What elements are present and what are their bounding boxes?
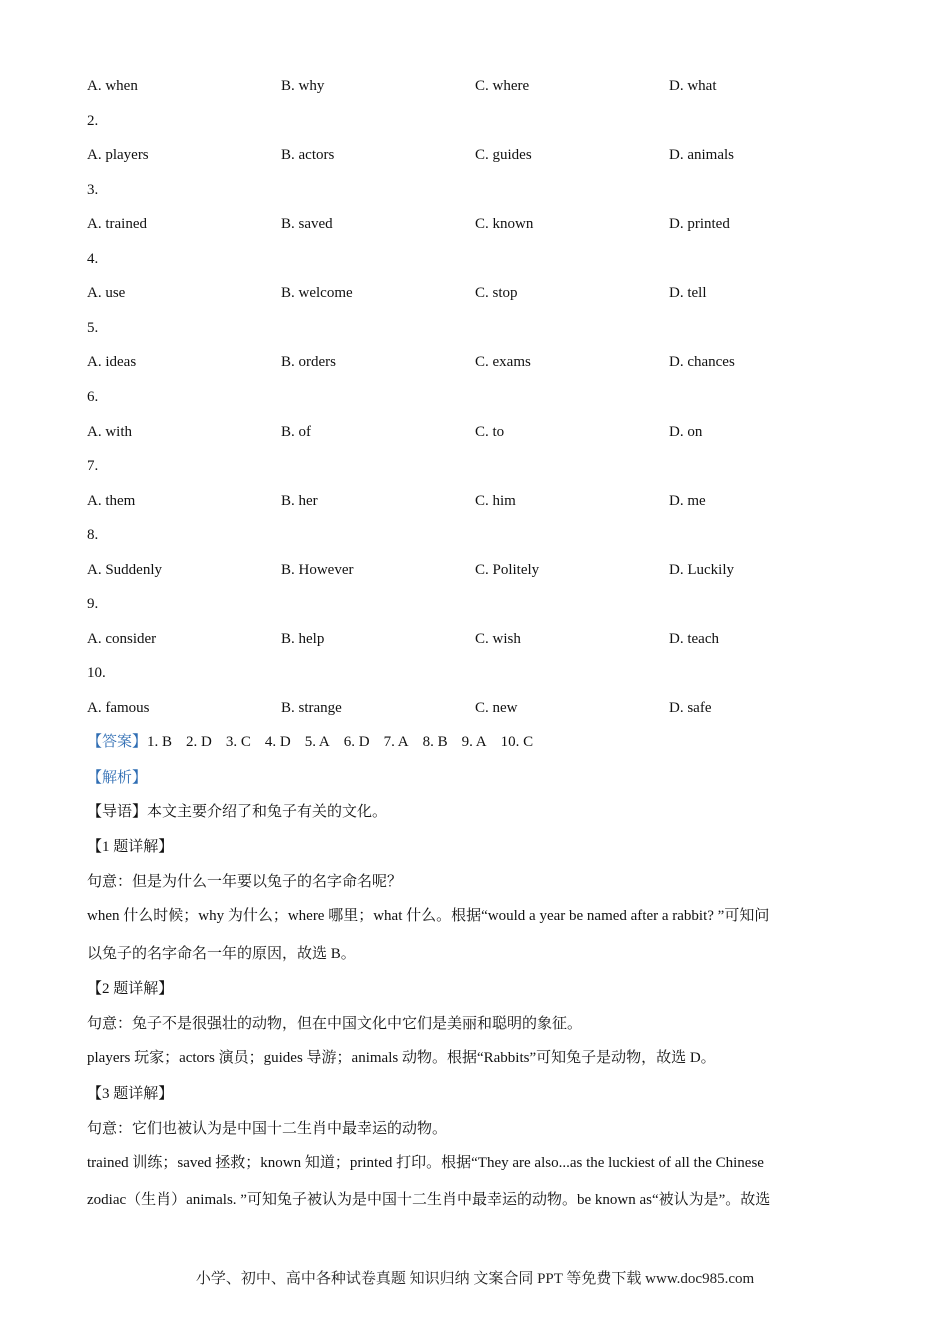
intro-text: 【导语】本文主要介绍了和兔子有关的文化。	[87, 804, 388, 820]
detail-text-3a: trained 训练；saved 拯救；known 知道；printed 打印。根据“They are also...as the luckiest of all the Chinese	[87, 1155, 764, 1171]
option-b: B. why	[281, 78, 325, 94]
detail-heading-3: 【3 题详解】	[87, 1086, 174, 1102]
answer-line	[87, 730, 863, 754]
answer-item: 5. A	[304, 734, 330, 750]
question-2-options	[87, 143, 867, 167]
question-number: 4.	[87, 251, 99, 267]
option-c: C. new	[475, 700, 518, 716]
option-a: A. players	[87, 147, 149, 163]
answer-item: 10. C	[500, 734, 534, 750]
analysis-label: 【解析】	[87, 770, 148, 786]
option-b: B. welcome	[281, 285, 353, 301]
option-b: B. her	[281, 493, 318, 509]
option-b: B. actors	[281, 147, 335, 163]
detail-heading-1: 【1 题详解】	[87, 839, 174, 855]
question-number: 10.	[87, 665, 106, 681]
question-number: 3.	[87, 182, 99, 198]
option-a: A. them	[87, 493, 136, 509]
option-d: D. Luckily	[669, 562, 734, 578]
answer-item: 8. B	[422, 734, 448, 750]
detail-heading-2: 【2 题详解】	[87, 981, 174, 997]
detail-meaning-3: 句意：它们也被认为是中国十二生肖中最幸运的动物。	[87, 1121, 448, 1137]
detail-text-1a: when 什么时候；why 为什么；where 哪里；what 什么。根据“would a year be named after a rabbit? ”可知问	[87, 908, 770, 924]
option-b: B. of	[281, 424, 311, 440]
option-a: A. Suddenly	[87, 562, 162, 578]
option-d: D. teach	[669, 631, 719, 647]
question-3-options	[87, 212, 867, 236]
option-a: A. with	[87, 424, 132, 440]
answer-item: 1. B	[147, 734, 173, 750]
question-1-options	[87, 74, 867, 98]
option-b: B. help	[281, 631, 325, 647]
answer-item: 3. C	[225, 734, 251, 750]
option-c: C. known	[475, 216, 534, 232]
answer-label: 【答案】	[87, 734, 148, 750]
option-b: B. However	[281, 562, 354, 578]
question-10-options	[87, 696, 867, 720]
option-c: C. stop	[475, 285, 518, 301]
question-4-options	[87, 281, 867, 305]
option-c: C. him	[475, 493, 516, 509]
answer-item: 7. A	[383, 734, 409, 750]
option-b: B. saved	[281, 216, 333, 232]
detail-meaning-1: 句意：但是为什么一年要以兔子的名字命名呢？	[87, 874, 403, 890]
option-d: D. animals	[669, 147, 734, 163]
option-d: D. chances	[669, 354, 735, 370]
option-a: A. trained	[87, 216, 147, 232]
detail-text-3b: zodiac（生肖）animals. ”可知兔子被认为是中国十二生肖中最幸运的动物。be known as“被认为是”。故选	[87, 1192, 771, 1208]
question-number: 2.	[87, 113, 99, 129]
option-d: D. tell	[669, 285, 707, 301]
option-d: D. what	[669, 78, 717, 94]
option-d: D. safe	[669, 700, 712, 716]
question-number: 9.	[87, 596, 99, 612]
question-7-options	[87, 489, 867, 513]
option-b: B. orders	[281, 354, 336, 370]
question-number: 7.	[87, 458, 99, 474]
question-number: 6.	[87, 389, 99, 405]
option-d: D. on	[669, 424, 703, 440]
question-number: 8.	[87, 527, 99, 543]
answer-item: 2. D	[186, 734, 212, 750]
option-a: A. consider	[87, 631, 157, 647]
option-c: C. exams	[475, 354, 531, 370]
detail-text-1b: 以兔子的名字命名一年的原因，故选 B。	[87, 946, 356, 962]
question-number: 5.	[87, 320, 99, 336]
option-a: A. when	[87, 78, 138, 94]
option-d: D. me	[669, 493, 706, 509]
option-c: C. wish	[475, 631, 521, 647]
question-5-options	[87, 350, 867, 374]
option-c: C. to	[475, 424, 505, 440]
detail-text-2a: players 玩家；actors 演员；guides 导游；animals 动物。根据“Rabbits”可知兔子是动物，故选 D。	[87, 1050, 716, 1066]
option-c: C. where	[475, 78, 530, 94]
answer-item: 6. D	[343, 734, 370, 750]
option-c: C. guides	[475, 147, 532, 163]
option-a: A. ideas	[87, 354, 137, 370]
answer-item: 4. D	[264, 734, 291, 750]
detail-meaning-2: 句意：兔子不是很强壮的动物，但在中国文化中它们是美丽和聪明的象征。	[87, 1016, 583, 1032]
question-9-options	[87, 627, 867, 651]
option-a: A. famous	[87, 700, 150, 716]
question-8-options	[87, 558, 867, 582]
option-a: A. use	[87, 285, 126, 301]
option-d: D. printed	[669, 216, 730, 232]
question-6-options	[87, 420, 867, 444]
answer-item: 9. A	[461, 734, 487, 750]
page-footer: 小学、初中、高中各种试卷真题 知识归纳 文案合同 PPT 等免费下载 www.doc985.com	[195, 1271, 755, 1287]
option-b: B. strange	[281, 700, 342, 716]
option-c: C. Politely	[475, 562, 540, 578]
